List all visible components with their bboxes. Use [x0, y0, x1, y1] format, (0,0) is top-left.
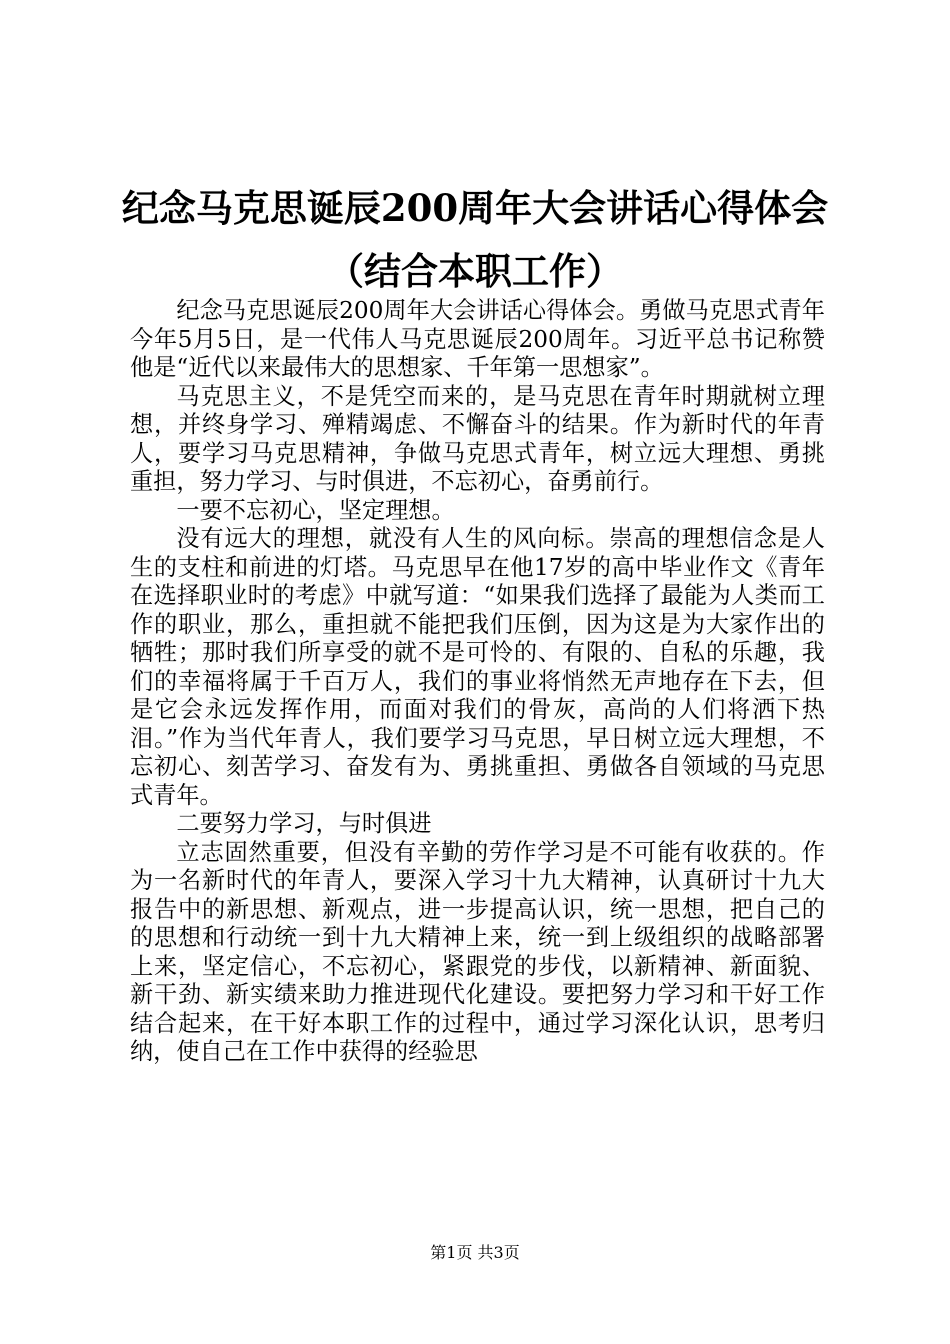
- paragraph-marxism: 马克思主义，不是凭空而来的，是马克思在青年时期就树立理想，并终身学习、殚精竭虑、不懈奋斗的结果。作为新时代的年青人，要学习马克思精神，争做马克思式青年，树立远大理想、勇挑重担，努力学习、与时俱进，不忘初心，奋勇前行。: [130, 382, 825, 495]
- document-subtitle: （结合本职工作）: [327, 249, 623, 293]
- document-title: 纪念马克思诞辰200周年大会讲话心得体会: [121, 186, 829, 230]
- section-heading-one: 一要不忘初心，坚定理想。: [176, 496, 455, 524]
- page-footer: 第1页 共3页: [430, 1243, 520, 1262]
- paragraph-intro: 纪念马克思诞辰200周年大会讲话心得体会。勇做马克思式青年今年5月5日，是一代伟人马克思诞辰200周年。习近平总书记称赞他是“近代以来最伟大的思想家、千年第一思想家”。: [130, 297, 825, 381]
- section-heading-two: 二要努力学习，与时俱进: [176, 810, 432, 837]
- paragraph-ideals: 没有远大的理想，就没有人生的风向标。崇高的理想信念是人生的支柱和前进的灯塔。马克思早在他17岁的高中毕业作文《青年在选择职业时的考虑》中就写道：“如果我们选择了最能为人类而工作的职业，那么，重担就不能把我们压倒，因为这是为大家作出的牺牲；那时我们所享受的就不是可怜的、有限的、自私的乐趣，我们的幸福将属于千百万人，我们的事业将悄然无声地存在下去，但是它会永远发挥作用，而面对我们的骨灰，高尚的人们将洒下热泪。”作为当代年青人，我们要学习马克思，早日树立远大理想，不忘初心、刻苦学习、奋发有为、勇挑重担、勇做各自领域的马克思式青年。: [130, 525, 825, 809]
- document-body: [130, 297, 825, 1067]
- paragraph-study: 立志固然重要，但没有辛勤的劳作学习是不可能有收获的。作为一名新时代的年青人，要深入学习十九大精神，认真研讨十九大报告中的新思想、新观点，进一步提高认识，统一思想，把自己的的思想和行动统一到十九大精神上来，统一到上级组织的战略部署上来，坚定信心，不忘初心，紧跟党的步伐，以新精神、新面貌、新干劲、新实绩来助力推进现代化建设。要把努力学习和干好工作结合起来，在干好本职工作的过程中，通过学习深化认识，思考归纳，使自己在工作中获得的经验思: [130, 838, 825, 1065]
